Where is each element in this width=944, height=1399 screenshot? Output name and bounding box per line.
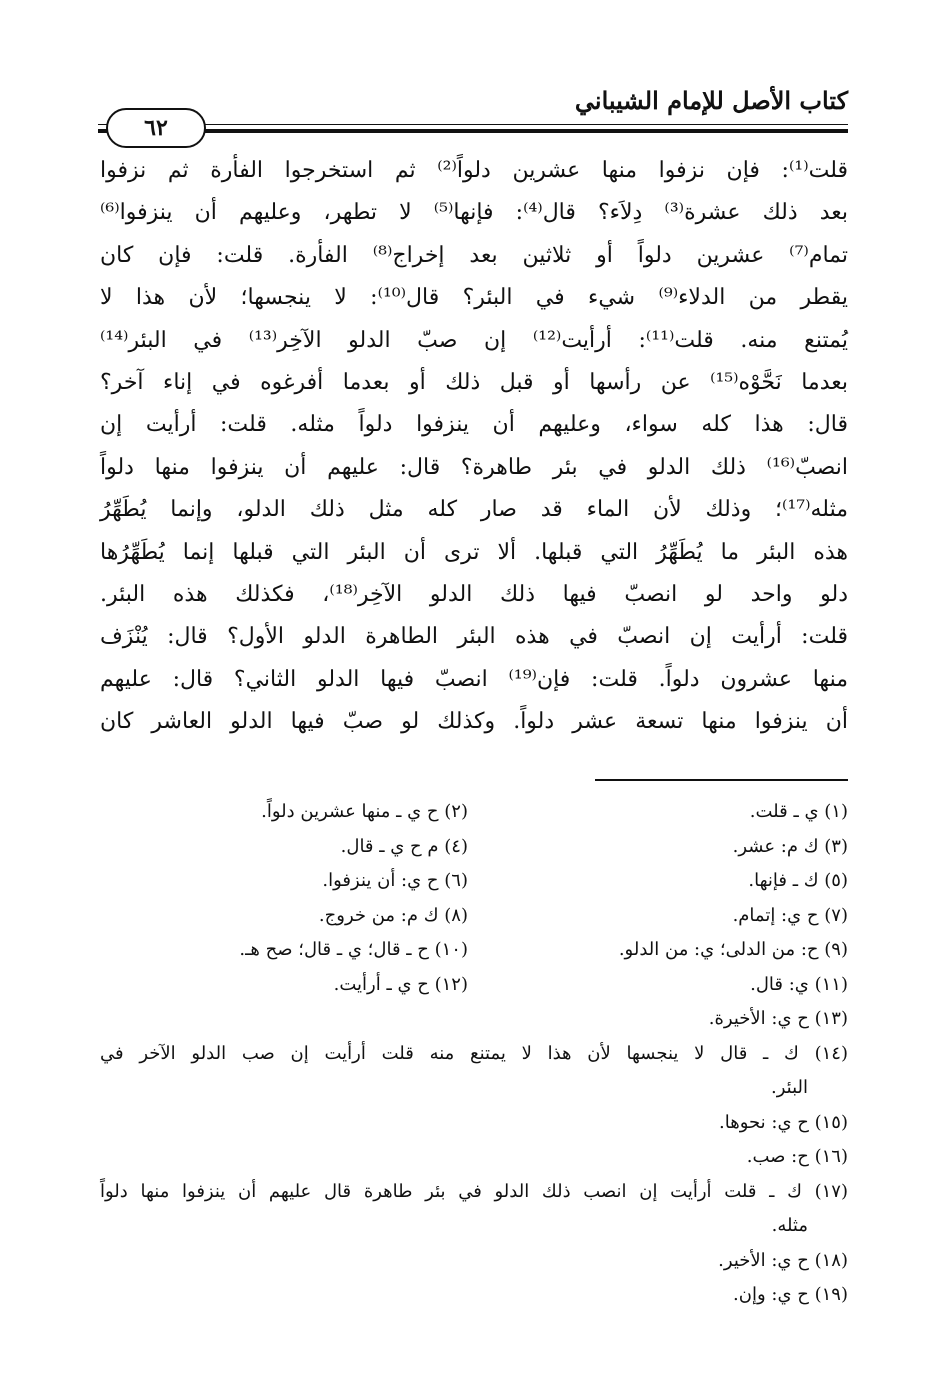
text-line: يقطر من الدلاء⁽⁹⁾ شيء في البئر؟ قال⁽¹⁰⁾: لا ينجسها؛ لأن هذا لا — [100, 285, 848, 311]
text-line: قلت⁽¹⁾: فإن نزفوا منها عشرين دلواً⁽²⁾ ثم استخرجوا الفأرة ثم نزفوا — [100, 158, 848, 183]
text-line: قلت: أرأيت إن انصبّ في هذه البئر الطاهرة الدلو الأول؟ قال: يُنْزَف — [100, 624, 848, 650]
footnote-6: (٦) ح ي: أن ينزفوا. — [322, 870, 468, 891]
footnotes — [100, 795, 848, 1313]
footnote-row — [100, 1244, 848, 1279]
footnote-4: (٤) م ح ي ـ قال. — [340, 835, 468, 857]
footnote-row — [100, 864, 848, 899]
footnote-10: (١٠) ح ـ قال؛ ي ـ قال؛ صح هـ. — [239, 939, 468, 960]
footnote-9: (٩) ح: من الدلى؛ ي: من الدلو. — [618, 939, 848, 960]
text-line: تمام⁽⁷⁾ عشرين دلواً أو ثلاثين بعد إخراج⁽⁸⁾ الفأرة. قلت: فإن كان — [100, 242, 848, 268]
footnote-17-cont: مثله. — [771, 1215, 808, 1236]
footnote-13: (١٣) ح ي: الأخيرة. — [708, 1008, 848, 1029]
footnote-1: (١) ي ـ قلت. — [749, 801, 848, 822]
page-header — [98, 80, 848, 140]
text-line: أن ينزفوا منها تسعة عشر دلواً. وكذلك لو صبّ فيها الدلو العاشر كان — [100, 709, 848, 735]
footnote-separator — [595, 779, 848, 781]
book-title: كتاب الأصل للإمام الشيباني — [574, 86, 848, 115]
text-line: دلو واحد لو انصبّ فيها ذلك الدلو الآخِر⁽¹⁸⁾، فكذلك هذه البئر. — [100, 581, 848, 607]
footnote-row — [100, 968, 848, 1003]
footnote-5: (٥) ك ـ فإنها. — [748, 870, 848, 891]
footnote-14 — [100, 1037, 848, 1106]
text-line: قال: هذا كله سواء، وعليهم أن ينزفوا دلواً مثله. قلت: أرأيت إن — [100, 412, 848, 438]
footnote-row — [100, 795, 848, 830]
text-line: بعد ذلك عشرة⁽³⁾ دِلاَء؟ قال⁽⁴⁾: فإنها⁽⁵⁾ لا تطهر، وعليهم أن ينزفوا⁽⁶⁾ — [100, 200, 848, 226]
text-line: مثله⁽¹⁷⁾؛ وذلك لأن الماء قد صار كله مثل ذلك الدلو، وإنما يُطَهِّرُ — [100, 497, 848, 523]
footnote-2: (٢) ح ي ـ منها عشرين دلواً. — [261, 801, 468, 822]
footnote-3: (٣) ك م: عشر. — [732, 835, 848, 857]
footnote-14-line: (١٤) ك ـ قال لا ينجسها لأن هذا لا يمتنع منه قلت أرأيت إن صب الدلو الآخر في — [100, 1042, 848, 1064]
footnote-row — [100, 1106, 848, 1141]
header-rule-thin — [98, 124, 848, 125]
footnote-12: (١٢) ح ي ـ أرأيت. — [333, 973, 468, 995]
footnote-row — [100, 933, 848, 968]
page-number: ٦٢ — [144, 115, 168, 141]
footnote-row — [100, 1278, 848, 1313]
text-line: هذه البئر ما يُطَهِّرُ التي قبلها. ألا ترى أن البئر التي قبلها إنما يُطَهِّرُها — [100, 539, 848, 565]
footnote-16: (١٦) ح: صب. — [746, 1146, 848, 1167]
main-text — [100, 150, 848, 743]
footnote-19: (١٩) ح ي: وإن. — [733, 1284, 848, 1305]
footnote-14-cont: البئر. — [770, 1077, 808, 1098]
footnote-17 — [100, 1175, 848, 1244]
footnote-18: (١٨) ح ي: الأخير. — [718, 1249, 848, 1271]
page-number-badge — [106, 108, 206, 148]
text-line: منها عشرون دلواً. قلت: فإن⁽¹⁹⁾ انصبّ فيها الدلو الثاني؟ قال: عليهم — [100, 666, 848, 692]
footnote-7: (٧) ح ي: إتمام. — [732, 904, 848, 926]
footnote-8: (٨) ك م: من خروج. — [318, 904, 468, 926]
footnote-row — [100, 1002, 848, 1037]
text-line: انصبّ⁽¹⁶⁾ ذلك الدلو في بئر طاهرة؟ قال: عليهم أن ينزفوا منها دلواً — [100, 454, 848, 480]
footnote-row — [100, 1140, 848, 1175]
text-line: يُمتنع منه. قلت⁽¹¹⁾: أرأيت⁽¹²⁾ إن صبّ الدلو الآخِر⁽¹³⁾ في البئر⁽¹⁴⁾ — [100, 327, 848, 353]
text-line: بعدما نَحَّوْه⁽¹⁵⁾ عن رأسها أو قبل ذلك أو بعدما أفرغوه في إناء آخر؟ — [100, 369, 848, 395]
header-rule-thick — [98, 129, 848, 133]
footnote-row — [100, 899, 848, 934]
footnote-11: (١١) ي: قال. — [750, 973, 848, 995]
footnote-17-line: (١٧) ك ـ قلت أرأيت إن انصب ذلك الدلو في بئر طاهرة قال عليهم أن ينزفوا منها دلواً — [100, 1180, 848, 1202]
footnote-row — [100, 830, 848, 865]
footnote-15: (١٥) ح ي: نحوها. — [719, 1111, 848, 1133]
